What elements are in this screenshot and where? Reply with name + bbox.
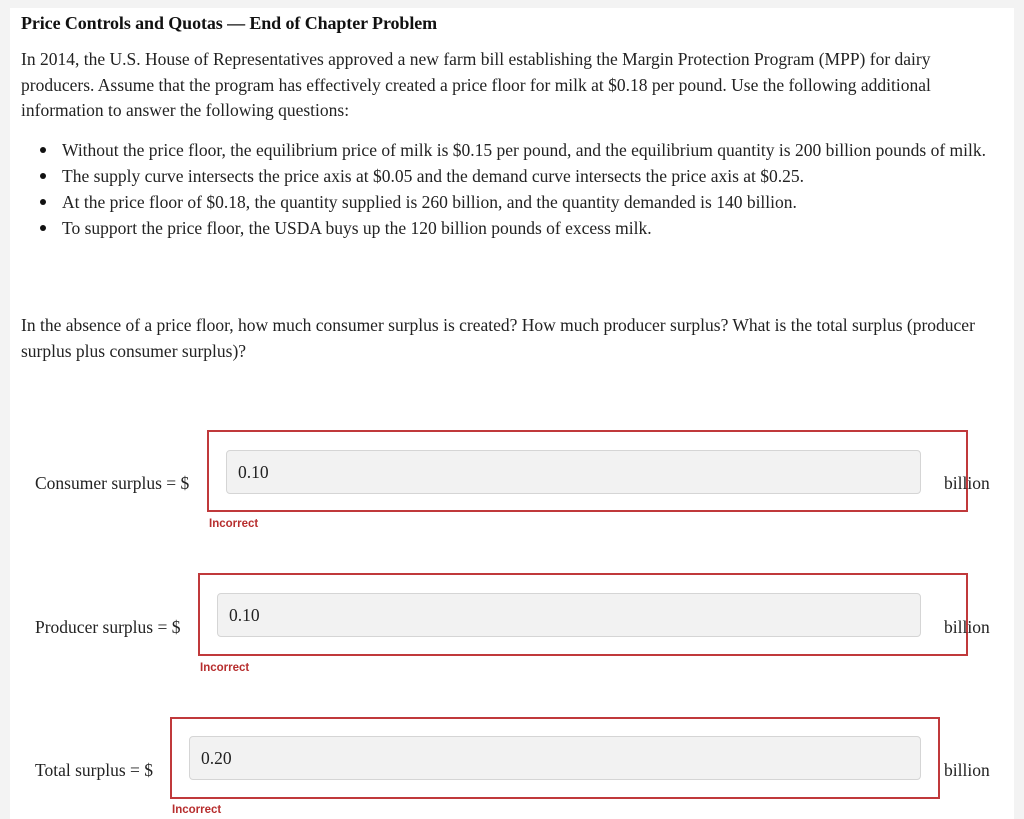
total-surplus-label: Total surplus = $ [35,760,154,780]
problem-title: Price Controls and Quotas — End of Chapter Problem [21,13,438,33]
bullet-icon [40,173,46,179]
list-item: At the price floor of $0.18, the quantity supplied is 260 billion, and the quantity demanded is 140 billion. [62,189,992,215]
given-info-list [21,137,992,241]
producer-surplus-input[interactable]: 0.10 [217,593,921,637]
consumer-surplus-input[interactable]: 0.10 [226,450,921,494]
producer-surplus-feedback: Incorrect [200,662,250,674]
bullet-icon [40,225,46,231]
producer-surplus-unit: billion [944,617,990,637]
question-text: In the absence of a price floor, how much consumer surplus is created? How much producer surplus? What is the total surplus (producer surplus plus consumer surplus)? [21,315,975,361]
list-item: The supply curve intersects the price axis at $0.05 and the demand curve intersects the price axis at $0.25. [62,163,992,189]
total-surplus-input[interactable]: 0.20 [189,736,921,780]
producer-surplus-label: Producer surplus = $ [35,617,181,637]
consumer-surplus-label: Consumer surplus = $ [35,473,190,493]
consumer-surplus-unit: billion [944,473,990,493]
consumer-surplus-feedback: Incorrect [209,518,259,530]
list-item: To support the price floor, the USDA buys up the 120 billion pounds of excess milk. [62,215,992,241]
bullet-icon [40,147,46,153]
list-item: Without the price floor, the equilibrium price of milk is $0.15 per pound, and the equilibrium quantity is 200 billion pounds of milk. [62,137,992,163]
total-surplus-unit: billion [944,760,990,780]
problem-intro: In 2014, the U.S. House of Representatives approved a new farm bill establishing the Margin Protection Program (MPP) for dairy producers. Assume that the program has effectively created a price floor for milk at $0.18 per pound. Use the following additional information to answer the following questions: [21,49,931,120]
total-surplus-feedback: Incorrect [172,804,222,816]
problem-card [10,8,1014,819]
bullet-icon [40,199,46,205]
